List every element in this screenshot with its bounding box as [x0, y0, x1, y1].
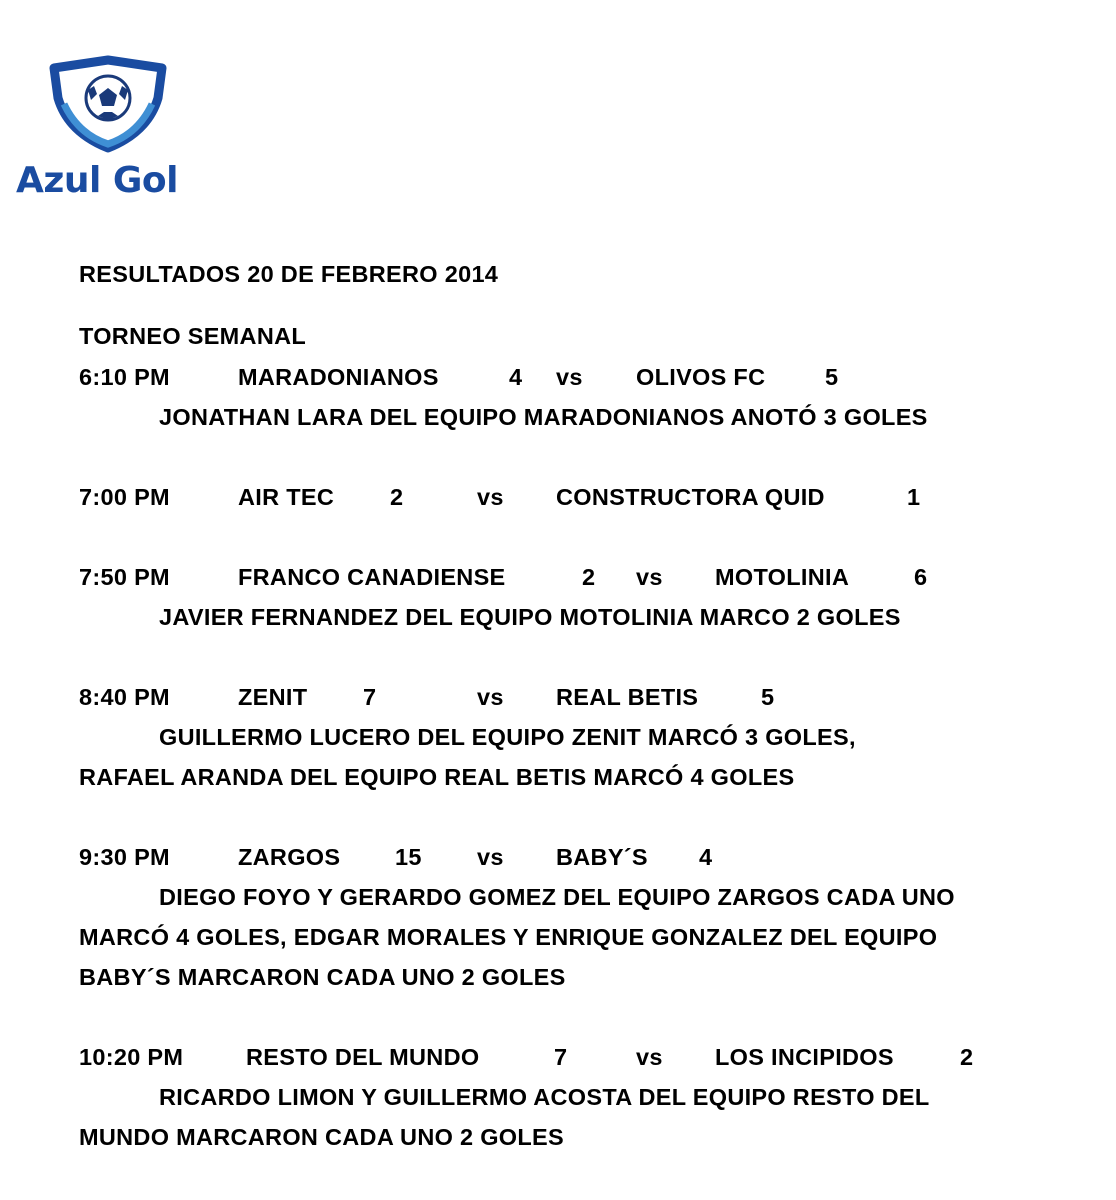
away-team: CONSTRUCTORA QUID — [556, 484, 825, 510]
away-team: REAL BETIS — [556, 684, 699, 710]
away-score: 1 — [907, 484, 921, 510]
away-score: 4 — [699, 844, 713, 870]
soccer-ball-shield-icon — [48, 54, 168, 154]
match-time: 7:50 PM — [79, 564, 170, 590]
match-note: MARCÓ 4 GOLES, EDGAR MORALES Y ENRIQUE GONZALEZ DEL EQUIPO — [79, 924, 938, 950]
home-score: 4 — [509, 364, 523, 390]
home-score: 7 — [554, 1044, 568, 1070]
home-score: 15 — [395, 844, 422, 870]
home-score: 2 — [390, 484, 404, 510]
away-team: OLIVOS FC — [636, 364, 766, 390]
vs-label: vs — [477, 844, 504, 870]
match-note: JONATHAN LARA DEL EQUIPO MARADONIANOS ANOTÓ 3 GOLES — [159, 404, 928, 430]
home-score: 7 — [363, 684, 377, 710]
match-note: RAFAEL ARANDA DEL EQUIPO REAL BETIS MARCÓ 4 GOLES — [79, 764, 795, 790]
home-team: ZARGOS — [238, 844, 341, 870]
logo-text: Azul Gol — [16, 160, 178, 201]
tournament-title: TORNEO SEMANAL — [79, 323, 307, 349]
home-team: RESTO DEL MUNDO — [246, 1044, 480, 1070]
away-score: 2 — [960, 1044, 974, 1070]
match-note: GUILLERMO LUCERO DEL EQUIPO ZENIT MARCÓ 3 GOLES, — [159, 724, 856, 750]
match-note: MUNDO MARCARON CADA UNO 2 GOLES — [79, 1124, 564, 1150]
match-note: DIEGO FOYO Y GERARDO GOMEZ DEL EQUIPO ZARGOS CADA UNO — [159, 884, 955, 910]
home-team: FRANCO CANADIENSE — [238, 564, 506, 590]
page-title: RESULTADOS 20 DE FEBRERO 2014 — [79, 261, 499, 287]
match-time: 9:30 PM — [79, 844, 170, 870]
match-note: JAVIER FERNANDEZ DEL EQUIPO MOTOLINIA MARCO 2 GOLES — [159, 604, 901, 630]
vs-label: vs — [636, 1044, 663, 1070]
away-team: BABY´S — [556, 844, 648, 870]
away-team: LOS INCIPIDOS — [715, 1044, 894, 1070]
away-score: 5 — [825, 364, 839, 390]
match-time: 6:10 PM — [79, 364, 170, 390]
vs-label: vs — [636, 564, 663, 590]
vs-label: vs — [477, 684, 504, 710]
home-score: 2 — [582, 564, 596, 590]
match-time: 8:40 PM — [79, 684, 170, 710]
away-score: 5 — [761, 684, 775, 710]
home-team: ZENIT — [238, 684, 308, 710]
vs-label: vs — [477, 484, 504, 510]
home-team: MARADONIANOS — [238, 364, 439, 390]
match-time: 10:20 PM — [79, 1044, 184, 1070]
match-note: RICARDO LIMON Y GUILLERMO ACOSTA DEL EQUIPO RESTO DEL — [159, 1084, 930, 1110]
home-team: AIR TEC — [238, 484, 335, 510]
azul-gol-logo — [12, 52, 178, 202]
match-note: BABY´S MARCARON CADA UNO 2 GOLES — [79, 964, 566, 990]
away-team: MOTOLINIA — [715, 564, 850, 590]
vs-label: vs — [556, 364, 583, 390]
away-score: 6 — [914, 564, 928, 590]
match-time: 7:00 PM — [79, 484, 170, 510]
